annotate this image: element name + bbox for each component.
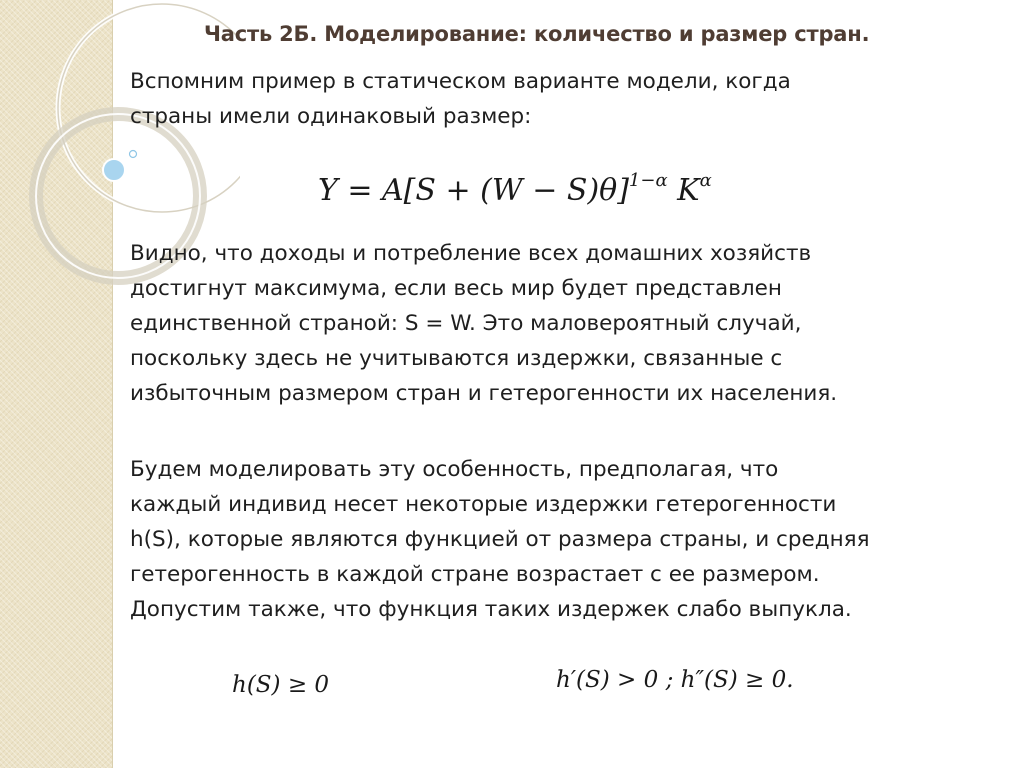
decorative-dot-large	[103, 159, 125, 181]
output-formula	[318, 170, 712, 208]
cost-nonneg-formula: h(S) ≥ 0	[232, 672, 330, 698]
formula-capital: K	[667, 173, 700, 208]
cost-derivatives-formula: h′(S) > 0 ; h″(S) ≥ 0.	[556, 667, 794, 693]
formula-exponent-2: α	[699, 170, 712, 191]
formula-base: Y = A[S + (W − S)θ]	[318, 173, 629, 208]
formula-exponent-1: 1−α	[628, 170, 668, 191]
decorative-dot-small	[130, 151, 137, 158]
paragraph-recall-example: Вспомним пример в статическом варианте модели, когда страны имели одинаковый размер:	[130, 69, 791, 129]
paragraph-heterogeneity: Будем моделировать эту особенность, предполагая, что каждый индивид несет некоторые издержки гетерогенности h(S), которые являются функцией от размера страны, и средняя гетерогенность в каждой стране возрастает с ее размером. Допустим также, что функция таких издержек слабо выпукла.	[130, 457, 870, 622]
slide-title: Часть 2Б. Моделирование: количество и размер стран.	[204, 22, 870, 46]
paragraph-max-income: Видно, что доходы и потребление всех домашних хозяйств достигнут максимума, если весь мир будет представлен единственной страной: S = W. Это маловероятный случай, поскольку здесь не учитываются издержки, связанные с избыточным размером стран и гетерогенности их населения.	[130, 241, 838, 406]
